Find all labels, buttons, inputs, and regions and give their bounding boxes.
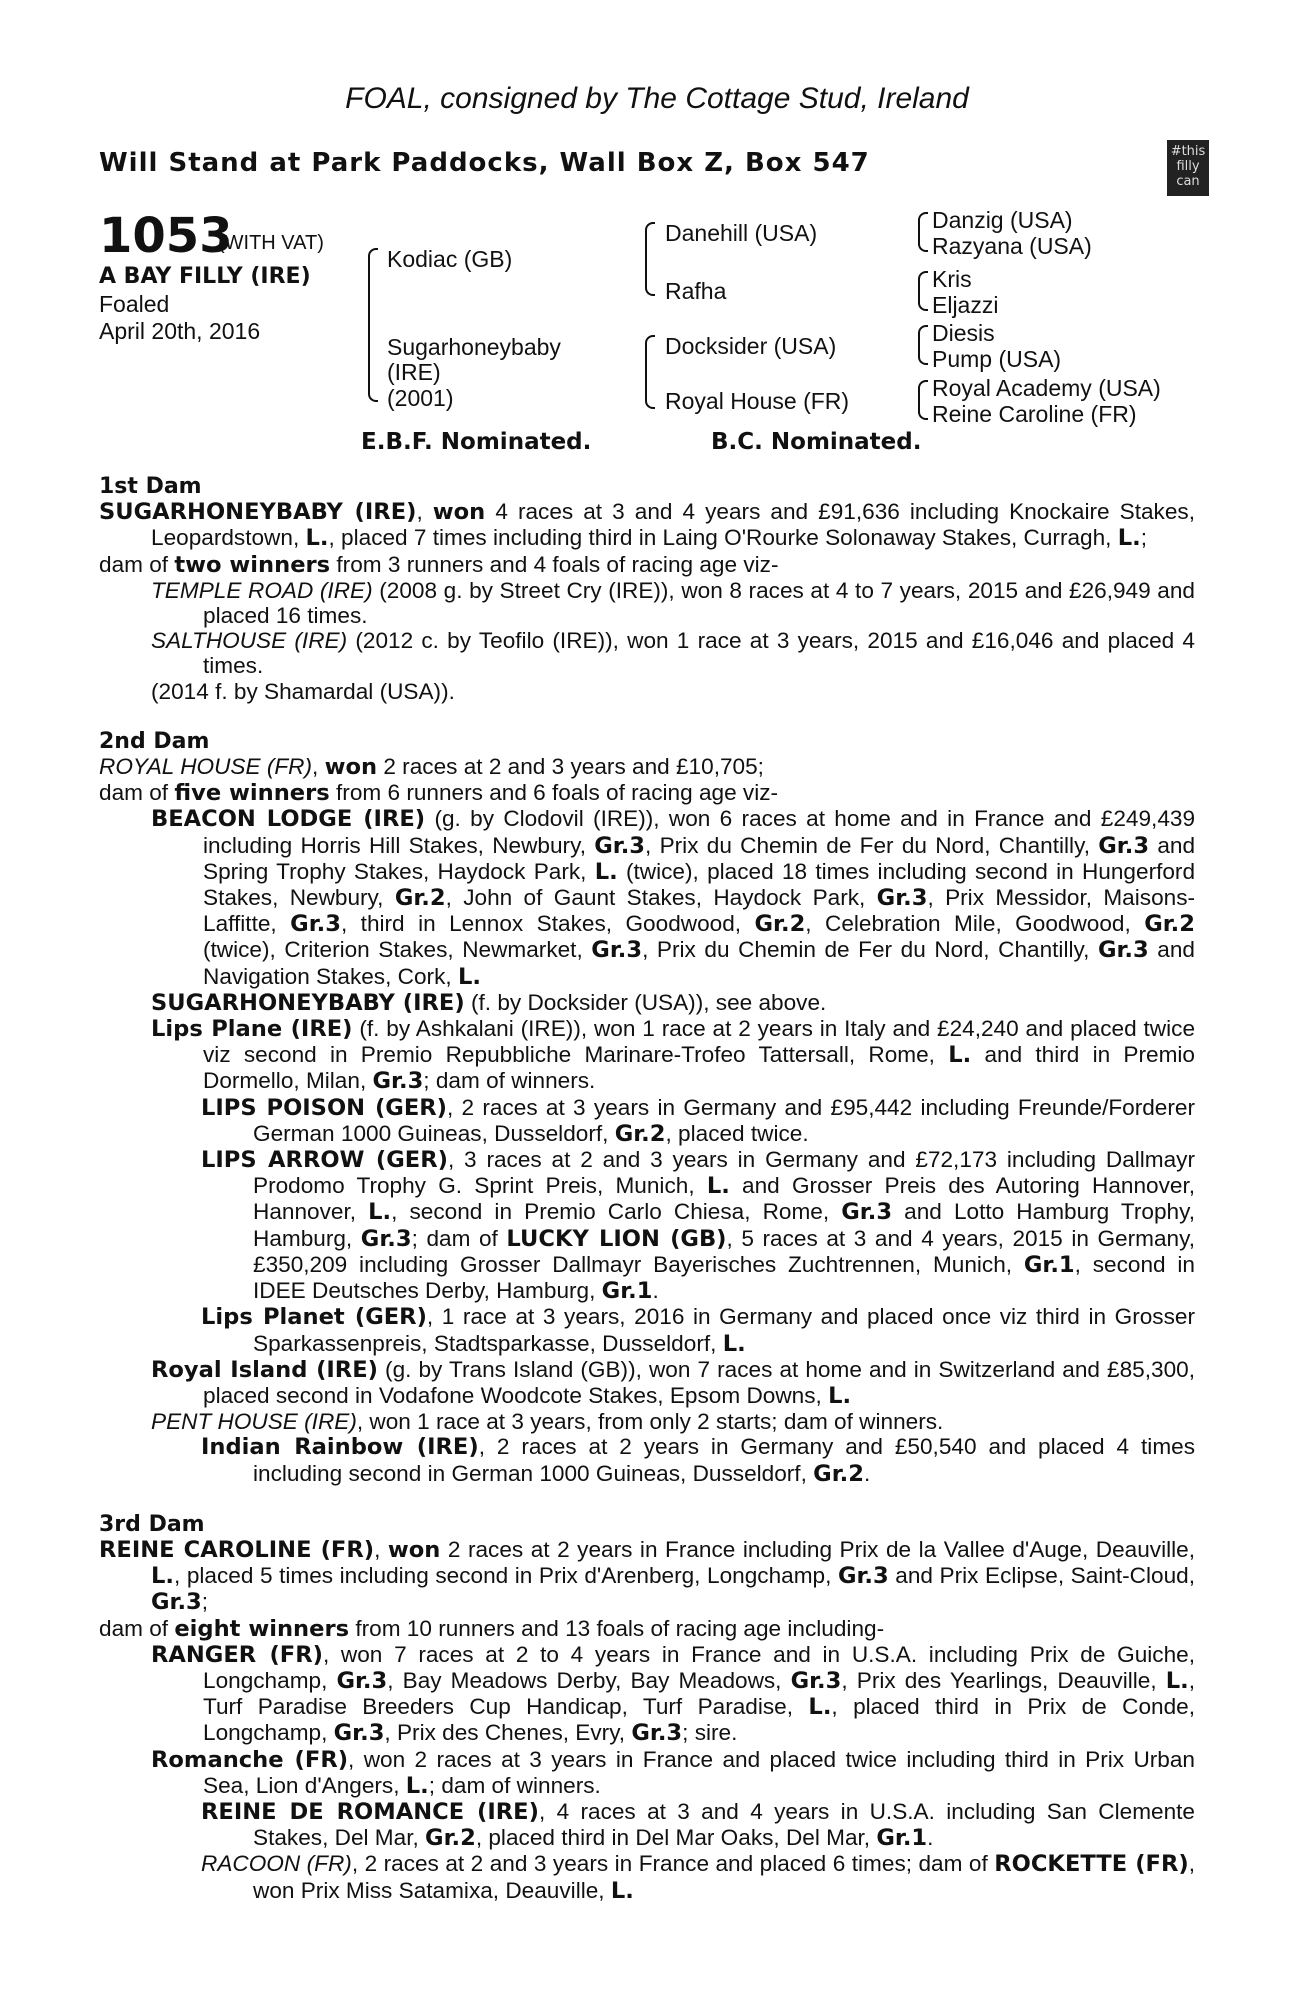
pedigree-brace-sire (645, 222, 655, 296)
record-text: and Spring Trophy Stakes, Haydock Park, (203, 832, 1196, 884)
grade: Gr.3 (336, 1667, 388, 1694)
record-text: (2008 g. by Street Cry (IRE)), won 8 races at 4 to 7 years, 2015 and £26,949 and placed 16 times. (203, 577, 1195, 629)
dam-name-line1: Sugarhoneybaby (387, 334, 561, 360)
record-text: (2014 f. by Shamardal (USA)). (151, 678, 455, 704)
grade: Gr.3 (151, 1589, 202, 1616)
record-text: and Grosser Preis des Autoring Hannover, Hannover, (253, 1173, 1196, 1225)
grade: L. (722, 1330, 746, 1357)
produce-item (151, 990, 1195, 1016)
produce-item (151, 628, 1195, 678)
grade: L. (1165, 1667, 1189, 1694)
produce-name: SUGARHONEYBABY (IRE) (151, 989, 465, 1016)
record-text: ; dam of (411, 1225, 498, 1251)
consignor-line: FOAL, consigned by The Cottage Stud, Ireland (345, 82, 969, 115)
grade: Gr.1 (876, 1825, 928, 1852)
produce-item (151, 1747, 1195, 1799)
record-text: , Turf Paradise Breeders Cup Handicap, Turf Paradise, (203, 1667, 1195, 1720)
grade: L. (808, 1694, 832, 1721)
produce-record (99, 474, 1195, 1904)
grade: Gr.3 (372, 1068, 424, 1095)
produce-name: PENT HOUSE (IRE) (151, 1409, 357, 1435)
record-text: , Prix des Yearlings, Deauville, (841, 1667, 1157, 1693)
record-text: , second in Premio Carlo Chiesa, Rome, (391, 1199, 830, 1225)
first-dam-heading: 1st Dam (99, 474, 202, 499)
grade: Gr.3 (333, 1720, 385, 1747)
produce-item-sub (201, 1851, 1195, 1903)
gg-3: Kris (932, 266, 972, 292)
record-text: and third in Premio Dormello, Milan, (203, 1042, 1195, 1094)
gg-4: Eljazzi (932, 292, 999, 318)
lot-name: A BAY FILLY (IRE) (99, 264, 311, 289)
record-text: (g. by Clodovil (IRE)), won 6 races at home and in France and £249,439 including Horris Hill Stakes, Newbury, (203, 806, 1196, 858)
pedigree-brace-main (368, 248, 378, 402)
produce-name: SALTHOUSE (IRE) (151, 628, 348, 654)
produce-name: Lips Planet (GER) (201, 1304, 427, 1331)
third-dam-record: REINE CAROLINE (FR), won 2 races at 2 years in France including Prix de la Vallee d'Auge, Deauville, L., placed 5 times including second in Prix d'Arenberg, Longchamp, Gr.3 and Prix Eclipse, Saint-Cloud, Gr.3; (99, 1536, 1195, 1616)
record-text: , won 2 races at 3 years in France and placed twice including third in Prix Urban Sea, Lion d'Angers, (203, 1746, 1195, 1798)
produce-name: Lips Plane (IRE) (151, 1016, 353, 1043)
second-dam-heading: 2nd Dam (99, 728, 210, 754)
third-dam-heading: 3rd Dam (99, 1511, 205, 1537)
record-text: 2 races at 2 and 3 years and £10,705; (383, 754, 764, 780)
grade: Gr.3 (360, 1225, 412, 1252)
record-text: ; dam of winners. (423, 1068, 596, 1094)
record-text: , Prix du Chemin de Fer du Nord, Chantilly, (642, 937, 1090, 963)
record-text: (2012 c. by Teofilo (IRE)), won 1 race at 3 years, 2015 and £16,046 and placed 4 times. (203, 628, 1195, 679)
produce-name: BEACON LODGE (IRE) (151, 806, 426, 833)
grade: L. (305, 525, 329, 552)
grade: Gr.2 (394, 885, 446, 912)
record-text: , placed 5 times including second in Prix d'Arenberg, Longchamp, (173, 1563, 832, 1589)
grade: Gr.2 (754, 911, 806, 938)
produce-item (151, 1357, 1195, 1409)
record-text: , 2 races at 3 years in Germany and £95,442 including Freunde/Forderer German 1000 Guineas, Dusseldorf, (253, 1094, 1195, 1146)
grade: L. (828, 1382, 852, 1409)
produce-name: Indian Rainbow (IRE) (201, 1434, 479, 1461)
won-label: won (432, 499, 486, 526)
grade: L. (610, 1877, 634, 1904)
record-text: (g. by Trans Island (GB)), won 7 races at home and in Switzerland and £85,300, placed second in Vodafone Woodcote Stakes, Epsom Downs, (203, 1356, 1195, 1408)
grade: Gr.1 (601, 1278, 653, 1305)
foaled-label: Foaled (99, 291, 170, 317)
ebf-nominated: E.B.F. Nominated. (361, 429, 592, 455)
first-dam-record: SUGARHONEYBABY (IRE), won 4 races at 3 and 4 years and £91,636 including Knockaire Stakes, Leopardstown, L., placed 7 times including third in Laing O'Rourke Solonaway Stakes, Curragh, L.; (99, 499, 1195, 552)
sire-sire: Danehill (USA) (665, 220, 818, 246)
grade: L. (405, 1772, 429, 1799)
winners-count: five winners (174, 780, 330, 807)
gg-8: Reine Caroline (FR) (932, 401, 1137, 427)
record-text: , won 1 race at 3 years, from only 2 starts; dam of winners. (356, 1409, 944, 1435)
record-text: , Celebration Mile, Goodwood, (805, 911, 1131, 937)
first-dam-name: SUGARHONEYBABY (IRE) (99, 499, 417, 526)
record-text: (f. by Docksider (USA)), see above. (470, 989, 827, 1015)
record-text: , 5 races at 3 and 4 years, 2015 in Germany, £350,209 including Grosser Dallmayr Bayerisches Zuchtrennen, Munich, (253, 1225, 1195, 1277)
stand-location: Will Stand at Park Paddocks, Wall Box Z, Box 547 (99, 148, 870, 178)
record-text: 2 races at 2 years in France including Prix de la Vallee d'Auge, Deauville, (447, 1536, 1195, 1562)
grade: L. (948, 1042, 972, 1069)
first-dam-summary (99, 552, 1195, 578)
third-dam-summary (99, 1616, 1195, 1642)
grade: L. (1117, 525, 1141, 552)
grade: Gr.2 (813, 1460, 864, 1487)
record-text: ; (201, 1589, 209, 1615)
record-text: , won 7 races at 2 to 4 years in France and in U.S.A. including Prix de Guiche, Longchamp, (203, 1641, 1195, 1693)
dam-sire: Docksider (USA) (665, 333, 837, 359)
grade: Gr.3 (841, 1199, 893, 1226)
record-text: , Prix Messidor, Maisons-Laffitte, (203, 885, 1196, 937)
grade: Gr.2 (425, 1825, 476, 1852)
dam-dam: Royal House (FR) (665, 388, 850, 414)
produce-item-sub: LIPS ARROW (GER), 3 races at 2 and 3 years in Germany and £72,173 including Dallmayr Prodomo Trophy G. Sprint Preis, Munich, L. and Grosser Preis des Autoring Hannover, Hannover, L., second in Premio Carlo Chiesa, Rome, Gr.3 and Lotto Hamburg Trophy, Hamburg, Gr.3; dam of LUCKY LION (GB), 5 races at 3 and 4 years, 2015 in Germany, £350,209 including Grosser Dallmayr Bayerisches Zuchtrennen, Munich, Gr.1, second in IDEE Deutsches Derby, Hamburg, Gr.1. (201, 1147, 1196, 1305)
record-text: , placed twice. (665, 1120, 809, 1146)
produce-name: RANGER (FR) (151, 1641, 323, 1668)
won-label: won (387, 1536, 441, 1563)
produce-name: Romanche (FR) (151, 1746, 349, 1773)
logo-line-3: can (1176, 174, 1200, 189)
pedigree-brace-dam (645, 335, 655, 409)
grade: Gr.2 (1144, 911, 1195, 938)
pedigree-brace-g1 (918, 212, 928, 252)
grade: Gr.3 (290, 911, 341, 938)
produce-item (151, 679, 1195, 704)
record-text: ; (1140, 525, 1147, 551)
produce-name: ROCKETTE (FR) (994, 1851, 1189, 1878)
record-text: , 2 races at 2 and 3 years in France and placed 6 times; dam of (351, 1851, 988, 1877)
grade: Gr.3 (594, 832, 646, 859)
record-text: , Bay Meadows Derby, Bay Meadows, (387, 1667, 782, 1693)
produce-name: LIPS POISON (GER) (201, 1094, 447, 1121)
gg-5: Diesis (932, 320, 995, 346)
grade: Gr.3 (1098, 832, 1150, 859)
pedigree-brace-g3 (918, 325, 928, 365)
record-text: (twice), placed 18 times including second in Hungerford Stakes, Newbury, (203, 858, 1196, 911)
record-text: and Navigation Stakes, Cork, (203, 937, 1195, 989)
foaled-date: April 20th, 2016 (99, 318, 261, 344)
grade: Gr.3 (837, 1563, 889, 1590)
dam-year: (2001) (387, 385, 454, 411)
winners-count: eight winners (174, 1615, 350, 1642)
record-text: , third in Lennox Stakes, Goodwood, (340, 911, 742, 937)
produce-item (151, 578, 1195, 628)
grade: Gr.3 (876, 885, 928, 912)
grade: L. (594, 858, 618, 885)
gg-7: Royal Academy (USA) (932, 375, 1161, 401)
record-text: , John of Gaunt Stakes, Haydock Park, (445, 885, 866, 911)
record-text: , Prix des Chenes, Evry, (384, 1720, 626, 1746)
second-dam-record: ROYAL HOUSE (FR), won 2 races at 2 and 3 years and £10,705; (99, 754, 764, 781)
record-text: and Lotto Hamburg Trophy, Hamburg, (253, 1199, 1196, 1251)
record-text: (f. by Ashkalani (IRE)), won 1 race at 2 years in Italy and £24,240 and placed twice viz second in Premio Repubbliche Marinare-Trofeo Tattersall, Rome, (203, 1016, 1196, 1068)
pedigree-brace-g4 (918, 380, 928, 420)
grade: L. (457, 963, 481, 990)
grade: Gr.1 (1023, 1251, 1075, 1278)
vat-label: (WITH VAT) (218, 232, 324, 254)
produce-name: Royal Island (IRE) (151, 1356, 378, 1383)
produce-item-sub (201, 1095, 1195, 1147)
produce-item (151, 1642, 1195, 1747)
record-text: dam of (99, 551, 169, 577)
record-text: 4 races at 3 and 4 years and £91,636 including Knockaire Stakes, Leopardstown, (151, 499, 1195, 551)
second-dam-name: ROYAL HOUSE (FR) (99, 754, 313, 780)
record-text: , placed third in Prix de Conde, Longchamp, (203, 1694, 1195, 1746)
record-text: , 2 races at 2 years in Germany and £50,540 and placed 4 times including second in German 1000 Guineas, Dusseldorf, (253, 1434, 1196, 1486)
record-text: (twice), Criterion Stakes, Newmarket, (203, 937, 583, 963)
produce-name: RACOON (FR) (201, 1851, 352, 1877)
grade: Gr.3 (1097, 937, 1149, 964)
lot-number: 1053 (99, 208, 233, 264)
logo-line-2: filly (1176, 159, 1200, 174)
second-dam-summary (99, 780, 1195, 806)
won-label: won (324, 754, 378, 781)
record-text: ; dam of winners. (428, 1772, 601, 1798)
record-text: dam of (99, 780, 169, 806)
record-text: , placed third in Del Mar Oaks, Del Mar, (475, 1825, 871, 1851)
gg-2: Razyana (USA) (932, 233, 1092, 259)
record-text: from 6 runners and 6 foals of racing age viz- (336, 780, 779, 806)
produce-item (151, 1409, 1195, 1434)
record-text: , second in IDEE Deutsches Derby, Hamburg, (253, 1251, 1195, 1304)
produce-name: TEMPLE ROAD (IRE) (151, 577, 373, 603)
record-text: , won Prix Miss Satamixa, Deauville, (253, 1851, 1195, 1903)
third-dam-name: REINE CAROLINE (FR) (99, 1536, 375, 1563)
grade: Gr.3 (631, 1720, 683, 1747)
record-text: , 4 races at 3 and 4 years in U.S.A. including San Clemente Stakes, Del Mar, (253, 1798, 1195, 1851)
record-text: , 3 races at 2 and 3 years in Germany and £72,173 including Dallmayr Prodomo Trophy G. Sprint Preis, Munich, (253, 1147, 1196, 1199)
record-text: , 1 race at 3 years, 2016 in Germany and placed once viz third in Grosser Sparkassenpreis, Stadtsparkasse, Dusseldorf, (253, 1304, 1195, 1356)
grade: Gr.3 (790, 1667, 842, 1694)
record-text: dam of (99, 1615, 169, 1641)
produce-item-sub (201, 1304, 1195, 1356)
record-text: ; sire. (682, 1720, 738, 1746)
logo-line-1: #this (1170, 144, 1206, 159)
gg-1: Danzig (USA) (932, 207, 1073, 233)
pedigree-brace-g2 (918, 271, 928, 311)
grade: Gr.2 (614, 1120, 666, 1147)
sire-name: Kodiac (GB) (387, 246, 513, 272)
produce-item-sub: REINE DE ROMANCE (IRE), 4 races at 3 and 4 years in U.S.A. including San Clemente Stakes, Del Mar, Gr.2, placed third in Del Mar Oaks, Del Mar, Gr.1. (201, 1798, 1195, 1852)
produce-item-sub: Indian Rainbow (IRE), 2 races at 2 years in Germany and £50,540 and placed 4 times including second in German 1000 Guineas, Dusseldorf, Gr.2. (201, 1434, 1196, 1487)
record-text: from 3 runners and 4 foals of racing age viz- (336, 551, 779, 577)
dam-name-line2: (IRE) (387, 359, 441, 385)
record-text: placed 7 times including third in Laing O'Rourke Solonaway Stakes, Curragh, (341, 525, 1112, 551)
bc-nominated: B.C. Nominated. (711, 429, 922, 455)
this-filly-can-logo (1167, 140, 1209, 196)
record-text: , Prix du Chemin de Fer du Nord, Chantilly, (645, 832, 1090, 858)
produce-item (151, 806, 1195, 989)
sire-dam: Rafha (665, 278, 727, 304)
produce-item (151, 1016, 1195, 1095)
winners-count: two winners (174, 551, 331, 578)
grade: L. (151, 1563, 174, 1590)
grade: Gr.3 (591, 937, 643, 964)
gg-6: Pump (USA) (932, 346, 1062, 372)
produce-name: LUCKY LION (GB) (506, 1225, 727, 1252)
record-text: and Prix Eclipse, Saint-Cloud, (895, 1563, 1195, 1589)
grade: L. (706, 1173, 730, 1200)
produce-name: REINE DE ROMANCE (IRE) (201, 1798, 539, 1825)
produce-name: LIPS ARROW (GER) (201, 1147, 448, 1174)
record-text: from 10 runners and 13 foals of racing age including- (355, 1615, 885, 1641)
grade: L. (368, 1199, 392, 1226)
